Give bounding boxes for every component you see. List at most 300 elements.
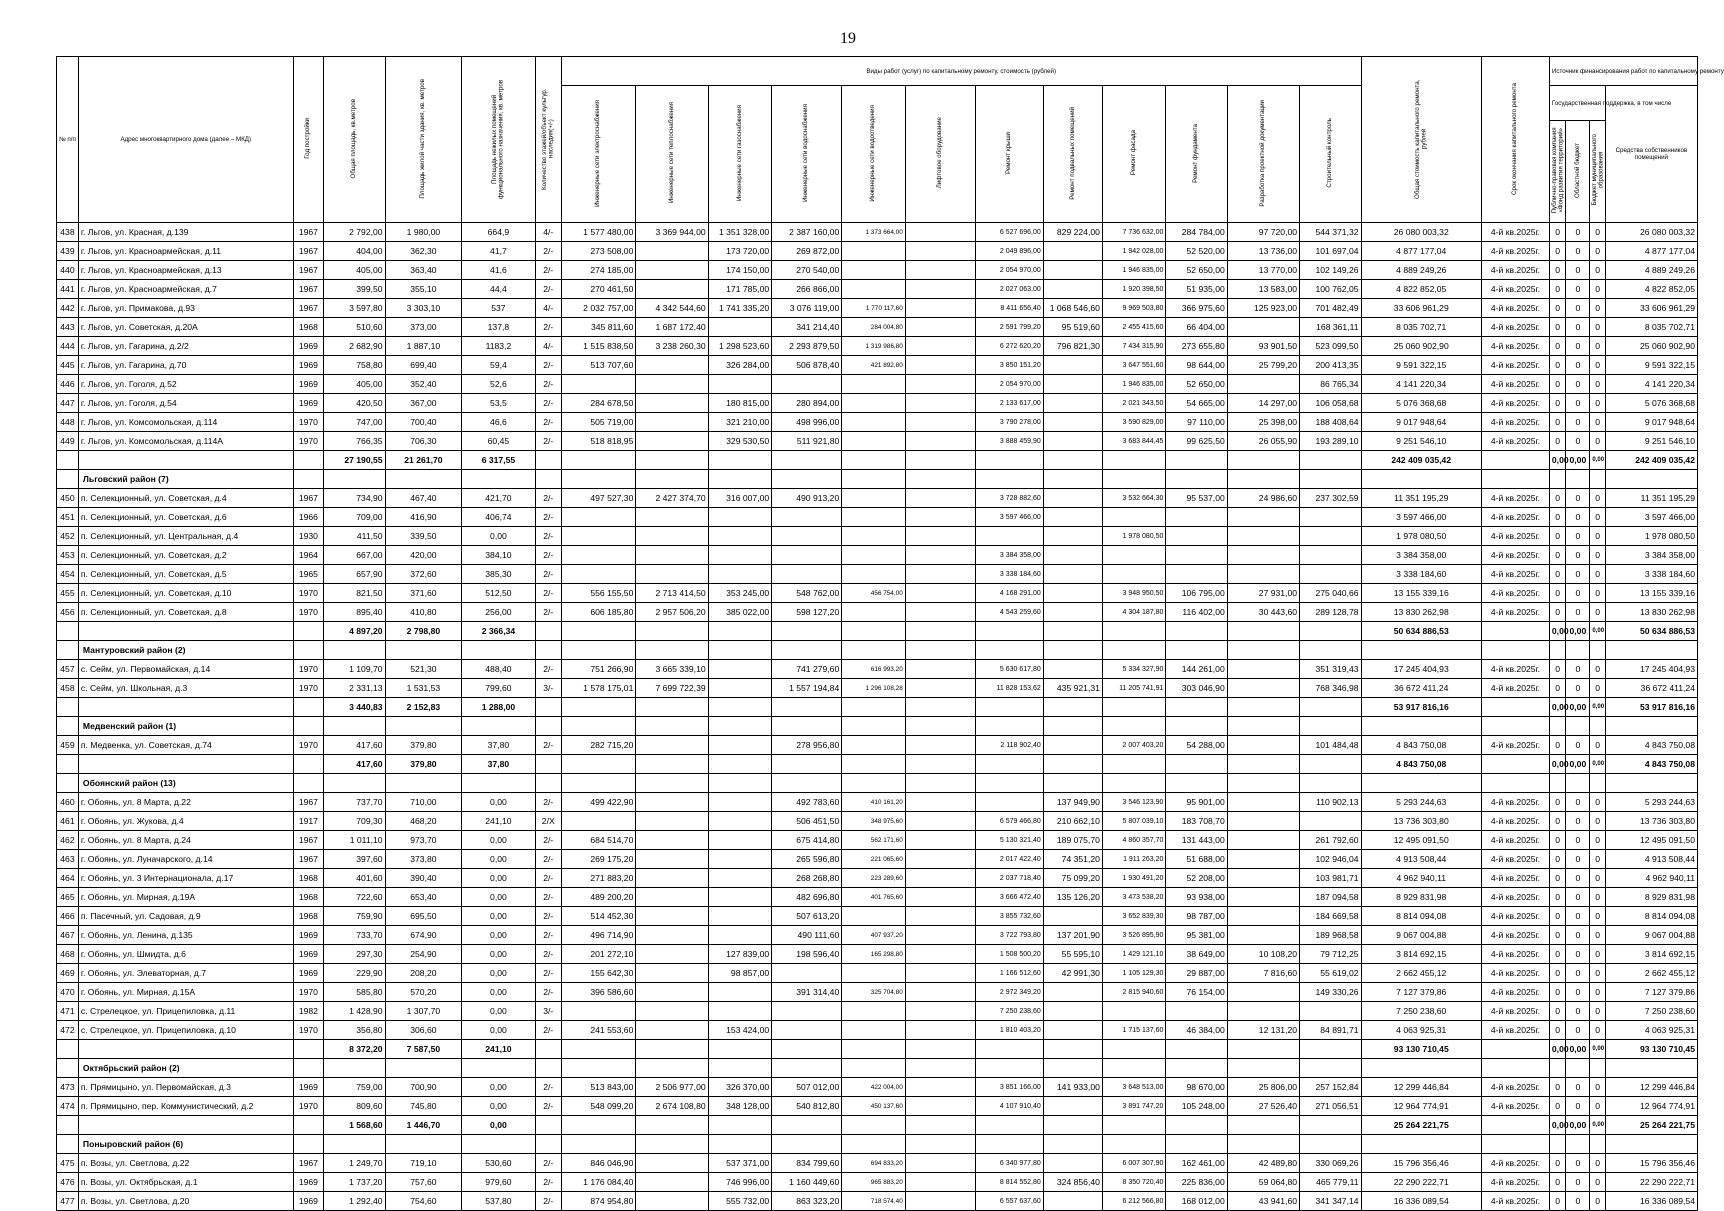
cell-cat: 2/- [535, 736, 561, 755]
cell-la: 420,00 [385, 546, 462, 565]
district-total-row [57, 622, 1698, 641]
cell-h: 2 957 506,20 [636, 603, 708, 622]
cell-addr: г. Обоянь, ул. Луначарского, д.14 [78, 850, 293, 869]
cell-h: 2 427 374,70 [636, 489, 708, 508]
cell-own: 22 290 222,71 [1605, 1173, 1697, 1192]
cell-f1: 0 [1549, 508, 1565, 527]
cell-ta: 2 331,13 [324, 679, 385, 698]
cell-s [842, 736, 906, 755]
cell-l [905, 945, 975, 964]
header-owners: Средства собственников помещений [1605, 86, 1697, 223]
cell-w [772, 565, 842, 584]
total-tot: 53 917 816,16 [1361, 698, 1481, 717]
cell-l [905, 983, 975, 1002]
header-control: Строительный контроль [1300, 86, 1361, 223]
total-dl [1482, 622, 1550, 641]
cell-no: 465 [57, 888, 79, 907]
district-name: Льговский район (7) [78, 470, 293, 489]
cell-cat: 2/- [535, 432, 561, 451]
cell-f2: 0 [1566, 584, 1590, 603]
cell-own: 7 127 379,86 [1605, 983, 1697, 1002]
cell-g [708, 869, 772, 888]
cell-tot: 8 814 094,08 [1361, 907, 1481, 926]
cell-addr: с. Сейм, ул. Школьная, д.3 [78, 679, 293, 698]
cell-g: 180 815,00 [708, 394, 772, 413]
cell-fac: 1 946 835,00 [1102, 375, 1166, 394]
cell-year: 1970 [293, 679, 324, 698]
cell-na: 537 [462, 299, 535, 318]
total-w [772, 755, 842, 774]
cell-f3: 0 [1590, 508, 1605, 527]
cell-dl: 4-й кв.2025г. [1482, 888, 1550, 907]
cell-ta: 2 682,90 [324, 337, 385, 356]
cell-own: 26 080 003,32 [1605, 223, 1697, 242]
header-water: Инженерные сети водоснабжения [772, 86, 842, 223]
cell-dl: 4-й кв.2025г. [1482, 337, 1550, 356]
cell-na: 421,70 [462, 489, 535, 508]
table-row [57, 926, 1698, 945]
cell-base [1043, 261, 1102, 280]
cell-ta: 895,40 [324, 603, 385, 622]
cell-ctl: 102 149,26 [1300, 261, 1361, 280]
cell-s [842, 546, 906, 565]
cell-own: 4 141 220,34 [1605, 375, 1697, 394]
cell-la: 254,90 [385, 945, 462, 964]
cell-w: 270 540,00 [772, 261, 842, 280]
cell-s: 562 171,60 [842, 831, 906, 850]
district-total-row [57, 755, 1698, 774]
total-roof [975, 1040, 1043, 1059]
cell-f2: 0 [1566, 299, 1590, 318]
cell-fnd: 106 795,00 [1166, 584, 1227, 603]
cell-cat: 2/- [535, 318, 561, 337]
total-g [708, 451, 772, 470]
cell-roof: 2 054 970,00 [975, 261, 1043, 280]
cell-tot: 9 067 004,88 [1361, 926, 1481, 945]
cell-ta: 420,50 [324, 394, 385, 413]
cell-no: 463 [57, 850, 79, 869]
cell-l [905, 907, 975, 926]
cell-cat: 2/- [535, 356, 561, 375]
cell-tot: 7 127 379,86 [1361, 983, 1481, 1002]
cell-na: 41,7 [462, 242, 535, 261]
cell-base: 796 821,30 [1043, 337, 1102, 356]
cell-la: 1 887,10 [385, 337, 462, 356]
cell-fnd: 29 887,00 [1166, 964, 1227, 983]
cell-s [842, 242, 906, 261]
total-ctl [1300, 698, 1361, 717]
total-f1: 0,00 [1549, 755, 1565, 774]
cell-e: 513 843,00 [561, 1078, 635, 1097]
cell-f1: 0 [1549, 831, 1565, 850]
cell-w: 834 799,60 [772, 1154, 842, 1173]
total-year [293, 1040, 324, 1059]
cell-f2: 0 [1566, 546, 1590, 565]
cell-h [636, 565, 708, 584]
cell-year: 1968 [293, 888, 324, 907]
cell-base [1043, 584, 1102, 603]
total-g [708, 1040, 772, 1059]
cell-no: 474 [57, 1097, 79, 1116]
cell-fnd: 46 384,00 [1166, 1021, 1227, 1040]
cell-dl: 4-й кв.2025г. [1482, 983, 1550, 1002]
cell-fnd: 98 670,00 [1166, 1078, 1227, 1097]
cell-addr: с. Стрелецкое, ул. Прицепиловка, д.11 [78, 1002, 293, 1021]
cell-fac [1102, 1002, 1166, 1021]
cell-ta: 766,35 [324, 432, 385, 451]
cell-s [842, 375, 906, 394]
district-header-row [57, 1059, 1698, 1078]
cell-addr: п. Селекционный, ул. Советская, д.4 [78, 489, 293, 508]
header-total-cost: Общая стоимость капитального ремонта, рублей [1361, 57, 1481, 223]
total-cat [535, 1116, 561, 1135]
cell-f3: 0 [1590, 584, 1605, 603]
cell-no: 477 [57, 1192, 79, 1211]
cell-cat: 2/- [535, 660, 561, 679]
total-l [905, 698, 975, 717]
cell-l [905, 603, 975, 622]
cell-f2: 0 [1566, 850, 1590, 869]
total-fnd [1166, 622, 1227, 641]
header-total-area: Общая площадь, кв.метров [324, 57, 385, 223]
cell-na: 512,50 [462, 584, 535, 603]
cell-l [905, 660, 975, 679]
cell-g: 1 741 335,20 [708, 299, 772, 318]
cell-addr: г. Обоянь, ул. Элеваторная, д.7 [78, 964, 293, 983]
cell-na: 60,45 [462, 432, 535, 451]
cell-g: 1 351 328,00 [708, 223, 772, 242]
cell-f1: 0 [1549, 242, 1565, 261]
cell-no: 455 [57, 584, 79, 603]
cell-g [708, 888, 772, 907]
total-base [1043, 755, 1102, 774]
total-f2: 0,00 [1566, 622, 1590, 641]
cell-fac [1102, 508, 1166, 527]
cell-dl: 4-й кв.2025г. [1482, 432, 1550, 451]
cell-e: 155 642,30 [561, 964, 635, 983]
cell-s: 965 883,20 [842, 1173, 906, 1192]
cell-no: 466 [57, 907, 79, 926]
cell-des [1227, 565, 1299, 584]
cell-ta: 397,60 [324, 850, 385, 869]
cell-g [708, 736, 772, 755]
cell-fnd: 98 787,00 [1166, 907, 1227, 926]
cell-f1: 0 [1549, 812, 1565, 831]
cell-s: 1 373 664,00 [842, 223, 906, 242]
table-row [57, 375, 1698, 394]
cell-e: 345 811,60 [561, 318, 635, 337]
cell-g: 1 298 523,60 [708, 337, 772, 356]
cell-g [708, 812, 772, 831]
cell-own: 3 597 466,00 [1605, 508, 1697, 527]
cell-des: 25 806,00 [1227, 1078, 1299, 1097]
cell-f1: 0 [1549, 1173, 1565, 1192]
cell-year: 1967 [293, 850, 324, 869]
total-tot: 93 130 710,45 [1361, 1040, 1481, 1059]
cell-l [905, 356, 975, 375]
cell-year: 1967 [293, 223, 324, 242]
cell-roof: 6 272 620,20 [975, 337, 1043, 356]
cell-des [1227, 812, 1299, 831]
district-name: Поныровский район (6) [78, 1135, 293, 1154]
cell-roof: 3 666 472,40 [975, 888, 1043, 907]
cell-no: 473 [57, 1078, 79, 1097]
cell-w [772, 964, 842, 983]
cell-la: 379,80 [385, 736, 462, 755]
cell-na: 385,30 [462, 565, 535, 584]
cell-l [905, 736, 975, 755]
cell-s: 1 296 108,28 [842, 679, 906, 698]
cell-f1: 0 [1549, 1154, 1565, 1173]
cell-dl: 4-й кв.2025г. [1482, 1154, 1550, 1173]
cell-own: 13 830 262,98 [1605, 603, 1697, 622]
cell-no: 470 [57, 983, 79, 1002]
cell-fnd: 273 655,80 [1166, 337, 1227, 356]
cell-fac: 3 647 551,60 [1102, 356, 1166, 375]
cell-ctl: 193 289,10 [1300, 432, 1361, 451]
cell-fnd: 162 461,00 [1166, 1154, 1227, 1173]
cell-fnd: 52 650,00 [1166, 375, 1227, 394]
total-addr [78, 451, 293, 470]
cell-f2: 0 [1566, 964, 1590, 983]
cell-l [905, 926, 975, 945]
table-row [57, 983, 1698, 1002]
total-e [561, 1040, 635, 1059]
cell-no: 460 [57, 793, 79, 812]
total-w [772, 451, 842, 470]
cell-na: 488,40 [462, 660, 535, 679]
cell-g: 385 022,00 [708, 603, 772, 622]
total-no [57, 622, 79, 641]
cell-dl: 4-й кв.2025г. [1482, 242, 1550, 261]
cell-w: 598 127,20 [772, 603, 842, 622]
cell-f2: 0 [1566, 223, 1590, 242]
table-row [57, 964, 1698, 983]
cell-f1: 0 [1549, 546, 1565, 565]
cell-h: 3 369 944,00 [636, 223, 708, 242]
cell-dl: 4-й кв.2025г. [1482, 1097, 1550, 1116]
cell-own: 5 293 244,63 [1605, 793, 1697, 812]
cell-ctl: 106 058,68 [1300, 394, 1361, 413]
cell-tot: 25 060 902,90 [1361, 337, 1481, 356]
cell-dl: 4-й кв.2025г. [1482, 812, 1550, 831]
total-e [561, 622, 635, 641]
cell-ta: 759,00 [324, 1078, 385, 1097]
cell-cat: 2/- [535, 793, 561, 812]
cell-na: 530,60 [462, 1154, 535, 1173]
cell-no: 443 [57, 318, 79, 337]
cell-no: 440 [57, 261, 79, 280]
cell-fac: 6 007 307,90 [1102, 1154, 1166, 1173]
total-addr [78, 622, 293, 641]
header-design: Разработка проектной документации [1227, 86, 1299, 223]
cell-base [1043, 1192, 1102, 1211]
cell-base [1043, 280, 1102, 299]
cell-la: 352,40 [385, 375, 462, 394]
cell-f3: 0 [1590, 1154, 1605, 1173]
cell-e: 241 553,60 [561, 1021, 635, 1040]
cell-g [708, 375, 772, 394]
cell-own: 9 017 948,64 [1605, 413, 1697, 432]
cell-tot: 4 141 220,34 [1361, 375, 1481, 394]
cell-no: 462 [57, 831, 79, 850]
cell-no: 456 [57, 603, 79, 622]
cell-na: 241,10 [462, 812, 535, 831]
total-base [1043, 451, 1102, 470]
table-row [57, 603, 1698, 622]
cell-ctl: 149 330,26 [1300, 983, 1361, 1002]
header-nonliving-area: Площадь нежилых помещений функционального назначения, кв. метров [462, 57, 535, 223]
cell-g: 321 210,00 [708, 413, 772, 432]
cell-la: 208,20 [385, 964, 462, 983]
cell-roof: 3 722 793,80 [975, 926, 1043, 945]
cell-roof: 8 814 552,80 [975, 1173, 1043, 1192]
cell-f3: 0 [1590, 299, 1605, 318]
cell-w: 540 812,80 [772, 1097, 842, 1116]
cell-cat: 2/- [535, 1097, 561, 1116]
cell-year: 1969 [293, 394, 324, 413]
total-l [905, 1040, 975, 1059]
cell-addr: г. Обоянь, ул. Ленина, д.135 [78, 926, 293, 945]
cell-year: 1968 [293, 869, 324, 888]
cell-fnd: 52 650,00 [1166, 261, 1227, 280]
cell-e: 496 714,90 [561, 926, 635, 945]
cell-na: 0,00 [462, 869, 535, 888]
cell-des [1227, 660, 1299, 679]
cell-f1: 0 [1549, 527, 1565, 546]
cell-base [1043, 565, 1102, 584]
cell-fac: 1 942 028,00 [1102, 242, 1166, 261]
cell-cat: 2/- [535, 1078, 561, 1097]
header-basement: Ремонт подвальных помещений [1043, 86, 1102, 223]
cell-fnd: 54 288,00 [1166, 736, 1227, 755]
total-des [1227, 1116, 1299, 1135]
cell-own: 13 736 303,80 [1605, 812, 1697, 831]
cell-tot: 3 597 466,00 [1361, 508, 1481, 527]
cell-f3: 0 [1590, 1078, 1605, 1097]
cell-year: 1969 [293, 1078, 324, 1097]
cell-h [636, 926, 708, 945]
cell-la: 468,20 [385, 812, 462, 831]
cell-h [636, 888, 708, 907]
cell-cat: 2/- [535, 1173, 561, 1192]
total-l [905, 622, 975, 641]
cell-f1: 0 [1549, 850, 1565, 869]
cell-roof: 2 118 902,40 [975, 736, 1043, 755]
cell-no: 450 [57, 489, 79, 508]
cell-f3: 0 [1590, 907, 1605, 926]
cell-l [905, 318, 975, 337]
cell-e: 846 046,90 [561, 1154, 635, 1173]
total-e [561, 451, 635, 470]
cell-f1: 0 [1549, 565, 1565, 584]
cell-dl: 4-й кв.2025г. [1482, 1078, 1550, 1097]
cell-l [905, 413, 975, 432]
cell-f3: 0 [1590, 660, 1605, 679]
cell-fac: 1 978 080,50 [1102, 527, 1166, 546]
cell-f3: 0 [1590, 1021, 1605, 1040]
header-facade: Ремонт фасада [1102, 86, 1166, 223]
cell-ctl [1300, 812, 1361, 831]
total-no [57, 698, 79, 717]
cell-w: 492 783,60 [772, 793, 842, 812]
cell-base [1043, 736, 1102, 755]
cell-fnd: 66 404,00 [1166, 318, 1227, 337]
cell-ctl: 351 319,43 [1300, 660, 1361, 679]
cell-l [905, 223, 975, 242]
cell-dl: 4-й кв.2025г. [1482, 793, 1550, 812]
cell-year: 1969 [293, 945, 324, 964]
cell-s [842, 1021, 906, 1040]
total-year [293, 755, 324, 774]
cell-addr: г. Льгов, ул. Примакова, д.93 [78, 299, 293, 318]
total-na: 0,00 [462, 1116, 535, 1135]
cell-ta: 1 428,90 [324, 1002, 385, 1021]
cell-fnd: 168 012,00 [1166, 1192, 1227, 1211]
cell-na: 0,00 [462, 527, 535, 546]
page-number: 19 [840, 30, 856, 47]
total-own: 242 409 035,42 [1605, 451, 1697, 470]
cell-w: 3 076 119,00 [772, 299, 842, 318]
cell-own: 11 351 195,29 [1605, 489, 1697, 508]
cell-la: 653,40 [385, 888, 462, 907]
cell-des [1227, 546, 1299, 565]
cell-des: 12 131,20 [1227, 1021, 1299, 1040]
total-w [772, 622, 842, 641]
total-s [842, 755, 906, 774]
cell-cat: 4/- [535, 299, 561, 318]
total-no [57, 1040, 79, 1059]
header-address: Адрес многоквартирного дома (далее – МКД) [78, 57, 293, 223]
cell-addr: п. Медвенка, ул. Советская, д.74 [78, 736, 293, 755]
cell-ctl [1300, 546, 1361, 565]
cell-f2: 0 [1566, 1173, 1590, 1192]
cell-la: 410,80 [385, 603, 462, 622]
cell-year: 1917 [293, 812, 324, 831]
cell-e [561, 565, 635, 584]
total-ta: 1 568,60 [324, 1116, 385, 1135]
cell-fac: 3 590 829,00 [1102, 413, 1166, 432]
district-header-row [57, 774, 1698, 793]
cell-g: 316 007,00 [708, 489, 772, 508]
header-living-area: Площадь жилой части здания, кв. метров [385, 57, 462, 223]
cell-ta: 405,00 [324, 375, 385, 394]
cell-f1: 0 [1549, 869, 1565, 888]
cell-e: 556 155,50 [561, 584, 635, 603]
cell-f2: 0 [1566, 242, 1590, 261]
table-row [57, 793, 1698, 812]
total-own: 25 264 221,75 [1605, 1116, 1697, 1135]
cell-f3: 0 [1590, 603, 1605, 622]
cell-dl: 4-й кв.2025г. [1482, 356, 1550, 375]
cell-s: 401 765,60 [842, 888, 906, 907]
total-base [1043, 622, 1102, 641]
cell-f3: 0 [1590, 888, 1605, 907]
cell-cat: 2/- [535, 565, 561, 584]
cell-w: 198 596,40 [772, 945, 842, 964]
cell-addr: г. Льгов, ул. Гагарина, д.2/2 [78, 337, 293, 356]
cell-base: 74 351,20 [1043, 850, 1102, 869]
cell-w [772, 1002, 842, 1021]
cell-w: 490 913,20 [772, 489, 842, 508]
cell-s: 421 892,80 [842, 356, 906, 375]
total-own: 53 917 816,16 [1605, 698, 1697, 717]
cell-tot: 9 017 948,64 [1361, 413, 1481, 432]
cell-f2: 0 [1566, 736, 1590, 755]
cell-roof: 3 384 358,00 [975, 546, 1043, 565]
total-cat [535, 1040, 561, 1059]
cell-h [636, 983, 708, 1002]
